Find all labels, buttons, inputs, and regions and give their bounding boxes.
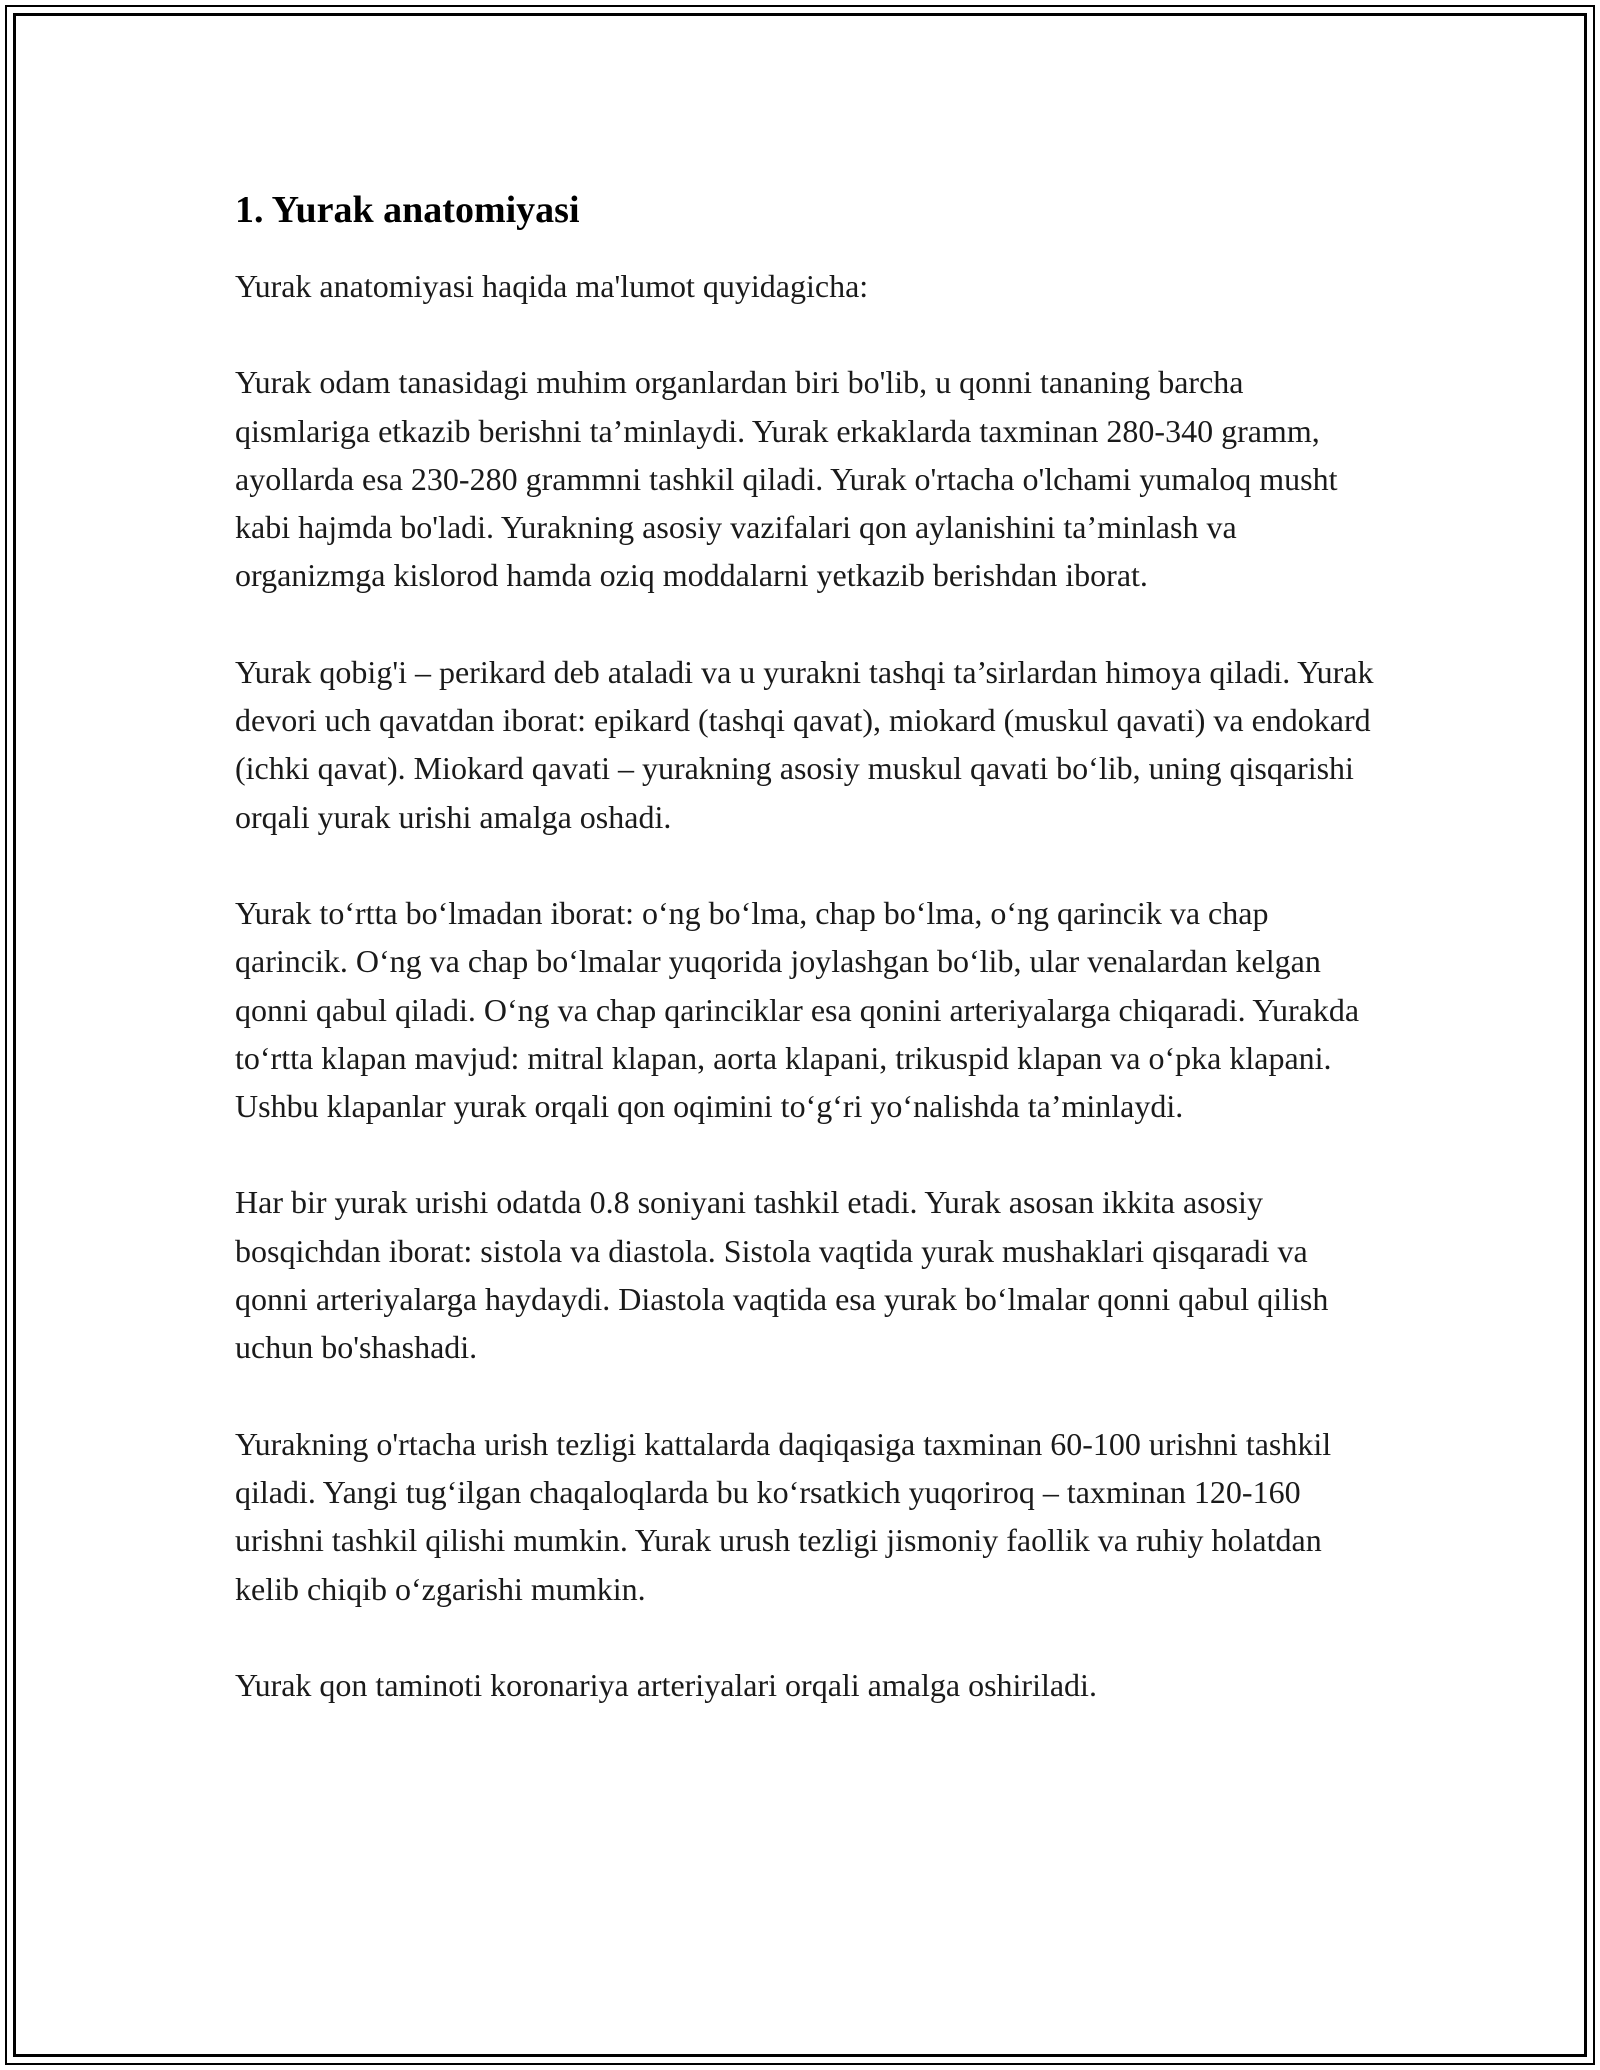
paragraph-chambers-valves: Yurak to‘rtta bo‘lmadan iborat: o‘ng bo‘lma, chap bo‘lma, o‘ng qarincik va chap qarincik. O‘ng va chap bo‘lmalar yuqorida joylashgan bo‘lib, ular venalardan kelgan qonni qabul qiladi. O‘ng va chap qarinciklar esa qonini arteriyalarga chiqaradi. Yurakda to‘rtta klapan mavjud: mitral klapan, aorta klapani, trikuspid klapan va o‘pka klapani. Ushbu klapanlar yurak orqali qon oqimini to‘g‘ri yo‘nalishda ta’minlaydi. bbox=[235, 894, 1360, 1125]
intro-paragraph: Yurak anatomiyasi haqida ma'lumot quyidagicha: bbox=[235, 268, 869, 304]
paragraph-cardiac-cycle: Har bir yurak urishi odatda 0.8 soniyani tashkil etadi. Yurak asosan ikkita asosiy bosqichdan iborat: sistola va diastola. Sistola vaqtida yurak mushaklari qisqaradi va qonni arteriyalarga haydaydi. Diastola vaqtida esa yurak bo‘lmalar qonni qabul qilish uchun bo'shashadi. bbox=[235, 1184, 1329, 1366]
paragraph-overview: Yurak odam tanasidagi muhim organlardan biri bo'lib, u qonni tananing barcha qismlariga etkazib berishni ta’minlaydi. Yurak erkaklarda taxminan 280-340 gramm, ayollarda esa 230-280 grammni tashkil qiladi. Yurak o'rtacha o'lchami yumaloq musht kabi hajmda bo'ladi. Yurakning asosiy vazifalari qon aylanishini ta’minlash va organizmga kislorod hamda oziq moddalarni yetkazib berishdan iborat. bbox=[235, 364, 1338, 594]
paragraph-heart-rate: Yurakning o'rtacha urish tezligi kattalarda daqiqasiga taxminan 60-100 urishni tashkil qiladi. Yangi tug‘ilgan chaqaloqlarda bu ko‘rsatkich yuqoriroq – taxminan 120-160 urishni tashkil qilishi mumkin. Yurak urush tezligi jismoniy faollik va ruhiy holatdan kelib chiqib o‘zgarishi mumkin. bbox=[235, 1425, 1332, 1607]
document-body bbox=[235, 186, 1375, 1757]
paragraph-layers: Yurak qobig'i – perikard deb ataladi va u yurakni tashqi ta’sirlardan himoya qiladi. Yurak devori uch qavatdan iborat: epikard (tashqi qavat), miokard (muskul qavati) va endokard (ichki qavat). Miokard qavati – yurakning asosiy muskul qavati bo‘lib, uning qisqarishi orqali yurak urishi amalga oshadi. bbox=[235, 653, 1374, 835]
paragraph-blood-supply: Yurak qon taminoti koronariya arteriyalari orqali amalga oshiriladi. bbox=[235, 1666, 1097, 1703]
section-heading: 1. Yurak anatomiyasi bbox=[235, 189, 580, 231]
